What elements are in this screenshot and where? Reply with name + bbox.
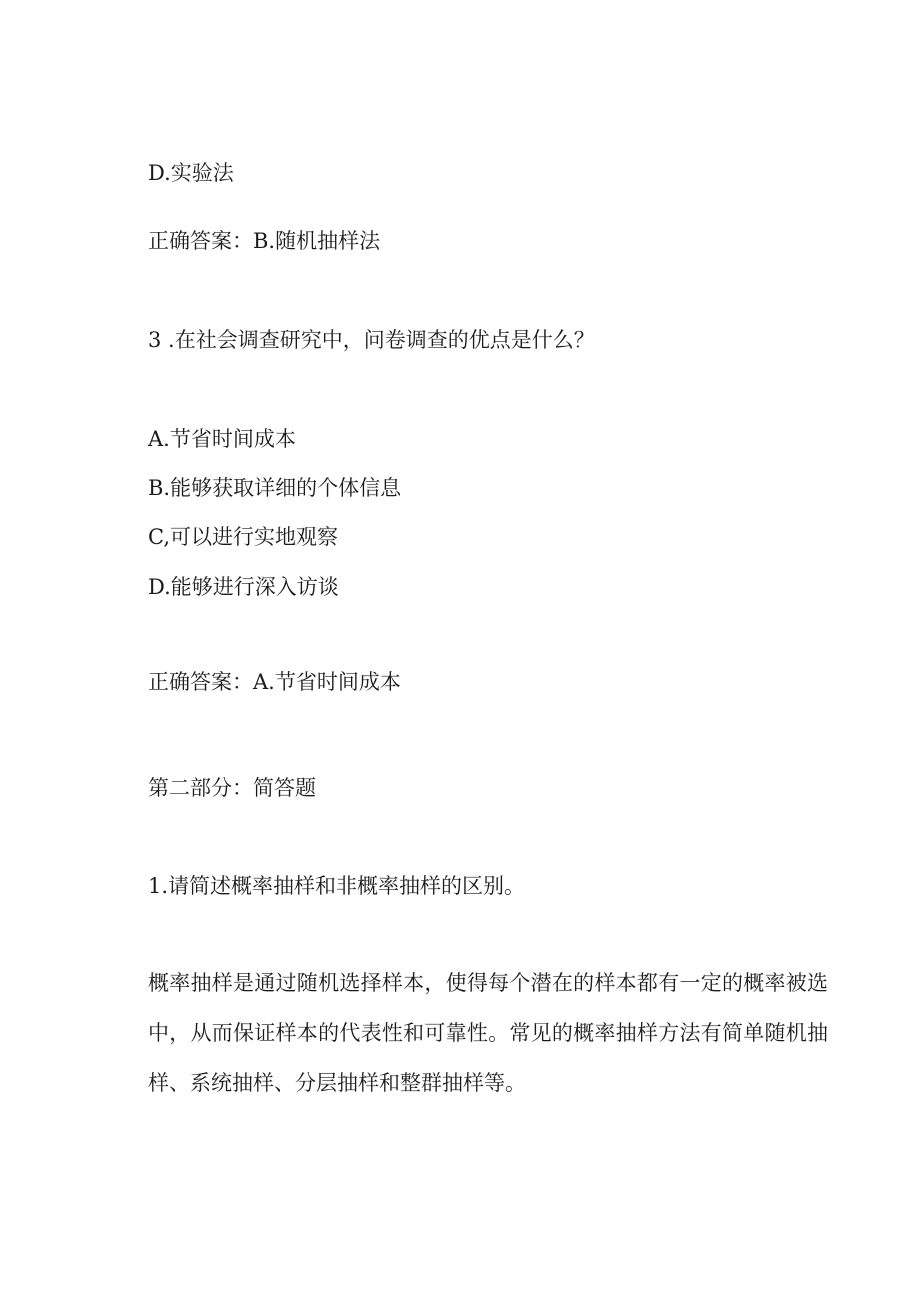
section-heading: 第二部分：简答题: [148, 776, 316, 800]
q3-option-c: C,可以进行实地观察: [148, 525, 338, 549]
q2-answer: 正确答案：B.随机抽样法: [148, 229, 381, 253]
q3-option-b: B.能够获取详细的个体信息: [148, 476, 402, 500]
answer-paragraph: 概率抽样是通过随机选择样本，使得每个潜在的样本都有一定的概率被选中，从而保证样本的代表性和可靠性。常见的概率抽样方法有简单随机抽样、系统抽样、分层抽样和整群抽样等。: [148, 971, 828, 1095]
q3-question: 3 .在社会调查研究中，问卷调查的优点是什么？: [148, 328, 595, 352]
short-answer-question: 1.请简述概率抽样和非概率抽样的区别。: [148, 874, 526, 898]
q3-option-d: D.能够进行深入访谈: [148, 575, 339, 599]
q2-option-d: D.实验法: [148, 161, 234, 185]
q3-option-a: A.节省时间成本: [148, 427, 296, 451]
q3-answer: 正确答案：A.节省时间成本: [148, 670, 401, 694]
